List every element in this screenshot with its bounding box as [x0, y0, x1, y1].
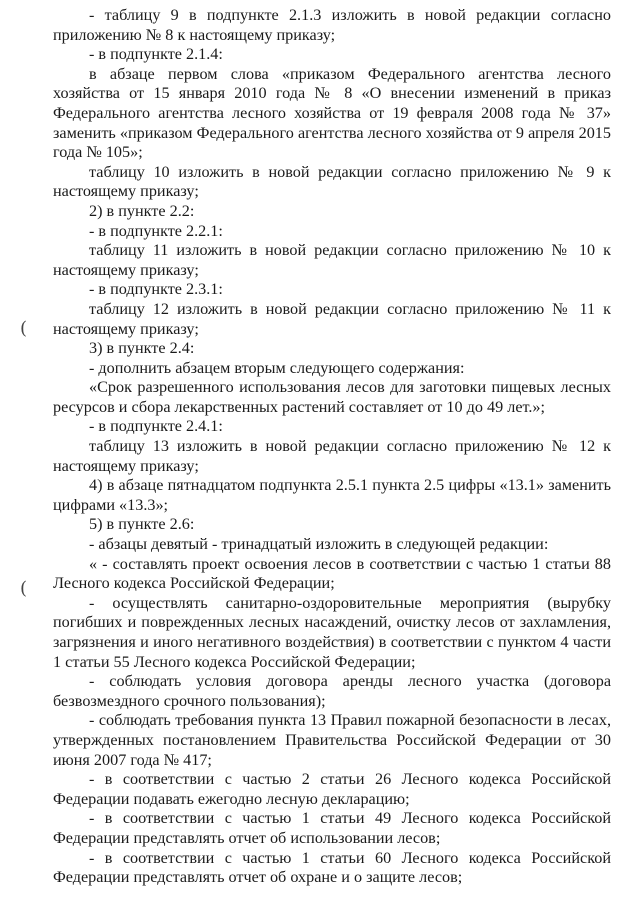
paragraph: - в подпункте 2.1.4:: [89, 45, 223, 64]
paragraph: 4) в абзаце пятнадцатом подпункта 2.5.1 пункта 2.5 цифры «13.1» заменить цифрами «13.3»;: [53, 476, 611, 514]
paragraph: - в подпункте 2.3.1:: [89, 280, 223, 299]
paragraph: « - составлять проект освоения лесов в соответствии с частью 1 статьи 88 Лесного кодекса Российской Федерации;: [53, 554, 611, 593]
paragraph: - соблюдать требования пункта 13 Правил пожарной безопасности в лесах, утвержденных постановлением Правительства Российской Федерации от 30 июня 2007 года № 417;: [53, 711, 611, 769]
margin-bracket-mark: (: [20, 318, 28, 339]
paragraph: - абзацы девятый - тринадцатый изложить в следующей редакции:: [89, 535, 549, 554]
paragraph: «Срок разрешенного использования лесов для заготовки пищевых лесных ресурсов и сбора лекарственных растений составляет от 10 до 49 лет.»;: [53, 378, 611, 416]
paragraph: 3) в пункте 2.4:: [89, 339, 195, 358]
paragraph: - в соответствии с частью 2 статьи 26 Лесного кодекса Российской Федерации подавать ежегодно лесную декларацию;: [53, 770, 611, 808]
paragraph: - таблицу 9 в подпункте 2.1.3 изложить в новой редакции согласно приложению № 8 к настоящему приказу;: [53, 6, 611, 44]
paragraph: - дополнить абзацем вторым следующего содержания:: [89, 358, 465, 377]
paragraph: таблицу 11 изложить в новой редакции согласно приложению № 10 к настоящему приказу;: [53, 241, 611, 279]
paragraph: - в подпункте 2.2.1:: [89, 221, 223, 240]
paragraph: таблицу 12 изложить в новой редакции согласно приложению № 11 к настоящему приказу;: [53, 299, 611, 338]
margin-bracket-mark: (: [20, 578, 28, 599]
paragraph: 5) в пункте 2.6:: [89, 515, 195, 534]
paragraph: - осуществлять санитарно-оздоровительные мероприятия (вырубку погибших и поврежденных лесных насаждений, очистку лесов от захламления, загрязнения и иного негативного воздействия) в соответствии с пунктом 4 части 1 статьи 55 Лесного кодекса Российской Федерации;: [53, 593, 611, 671]
paragraph: таблицу 13 изложить в новой редакции согласно приложению № 12 к настоящему приказу;: [53, 437, 611, 475]
paragraph: 2) в пункте 2.2:: [89, 201, 195, 220]
paragraph: - в соответствии с частью 1 статьи 60 Лесного кодекса Российской Федерации представлять отчет об охране и о защите лесов;: [53, 848, 611, 887]
paragraph: таблицу 10 изложить в новой редакции согласно приложению № 9 к настоящему приказу;: [53, 162, 611, 201]
paragraph: в абзаце первом слова «приказом Федерального агентства лесного хозяйства от 15 января 2010 года № 8 «О внесении изменений в приказ Федерального агентства лесного хозяйства от 19 февраля 2008 года № 37» заменить «приказом Федерального агентства лесного хозяйства от 9 апреля 2015 года № 105»;: [53, 64, 611, 162]
paragraph: - соблюдать условия договора аренды лесного участка (договора безвозмездного срочного пользования);: [53, 672, 611, 710]
paragraph: - в соответствии с частью 1 статьи 49 Лесного кодекса Российской Федерации представлять отчет об использовании лесов;: [53, 809, 611, 847]
paragraph: - в подпункте 2.4.1:: [89, 417, 223, 436]
document-body: [53, 6, 611, 888]
